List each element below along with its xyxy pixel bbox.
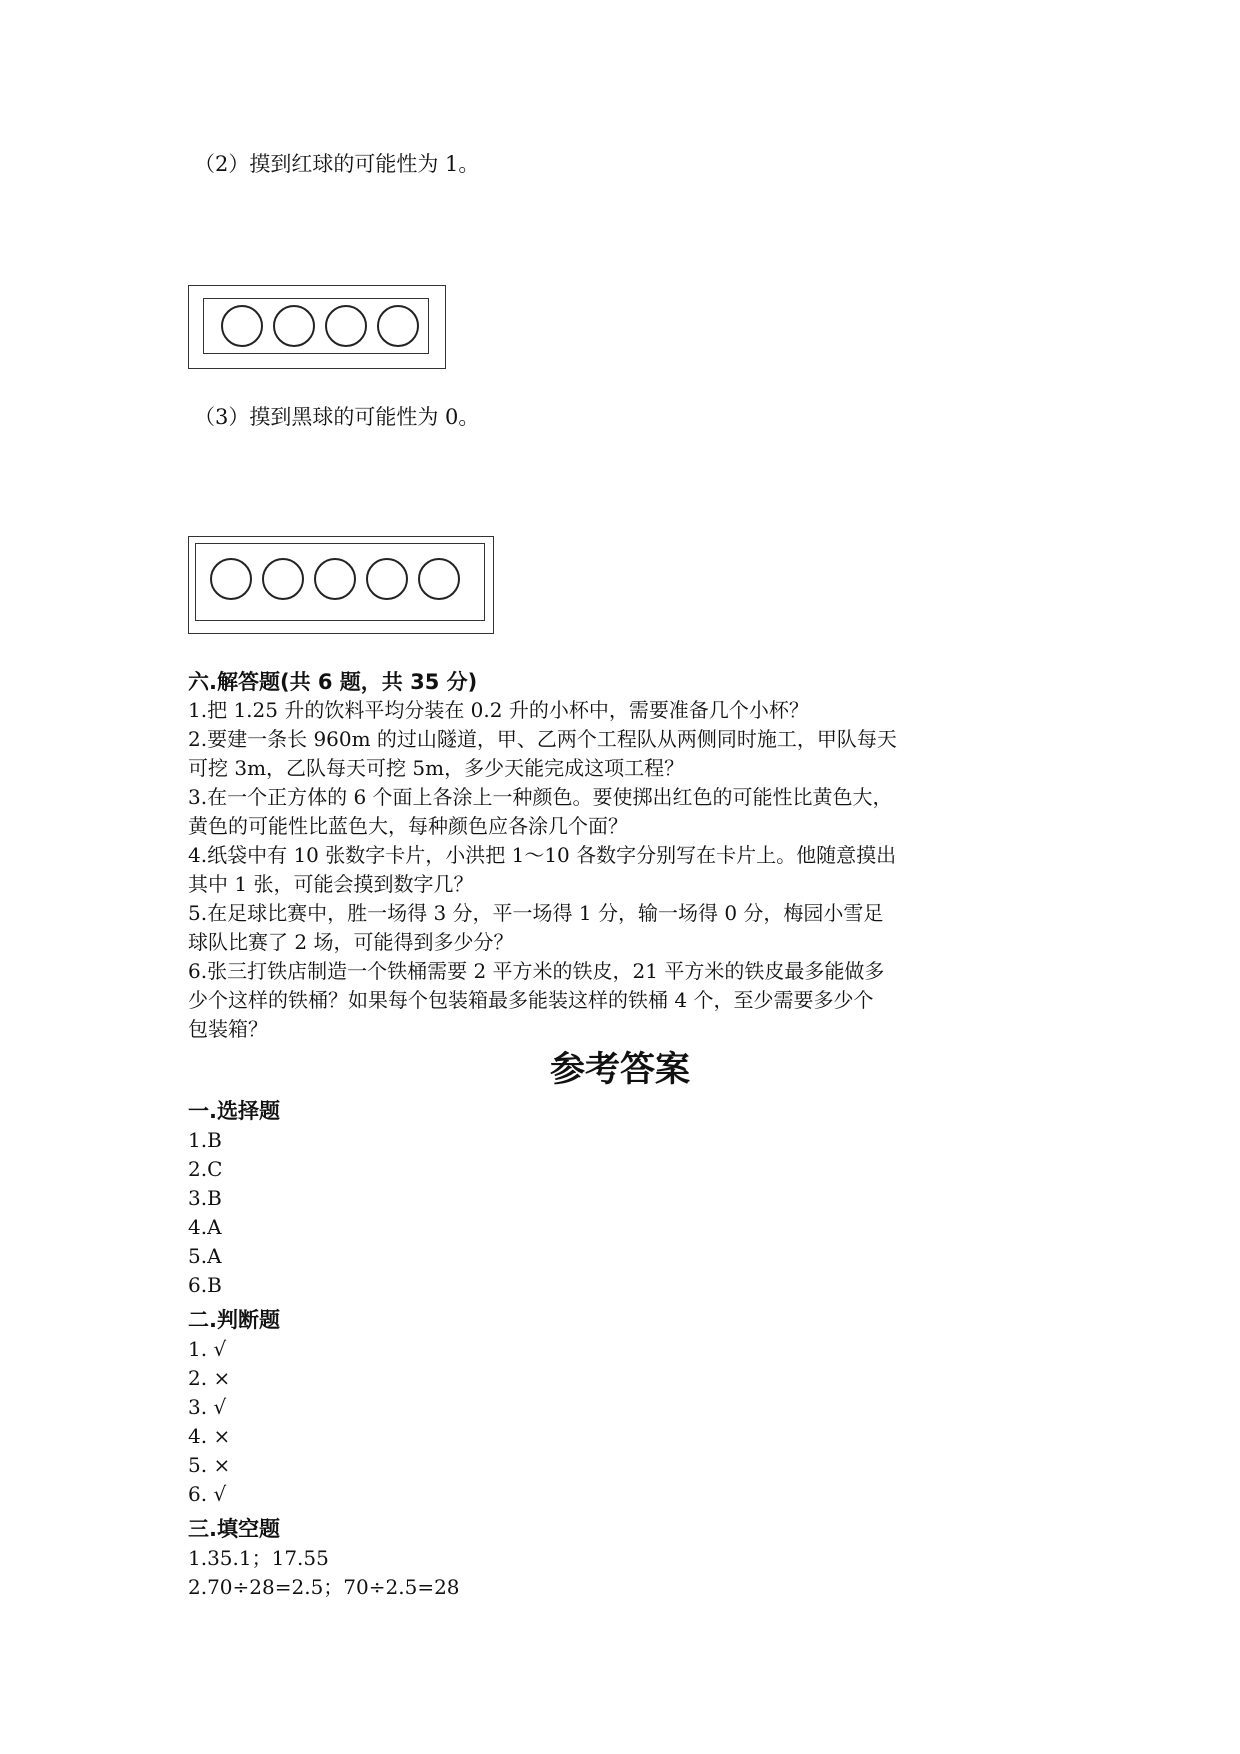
question-line: 2.要建一条长 960m 的过山隧道，甲、乙两个工程队从两侧同时施工，甲队每天 bbox=[188, 727, 897, 751]
question-line: 5.在足球比赛中，胜一场得 3 分，平一场得 1 分，输一场得 0 分，梅园小雪足 bbox=[188, 901, 884, 925]
question-line: 球队比赛了 2 场，可能得到多少分？ bbox=[188, 930, 514, 954]
answer-item: 3. √ bbox=[188, 1395, 227, 1419]
answer-item: 2.C bbox=[188, 1157, 223, 1181]
answer-item: 2.70÷28=2.5；70÷2.5=28 bbox=[188, 1575, 460, 1599]
question-line: 其中 1 张，可能会摸到数字几？ bbox=[188, 872, 474, 896]
question-line: 包装箱？ bbox=[188, 1017, 268, 1041]
answers-part-two-title: 二.判断题 bbox=[188, 1308, 280, 1332]
red-ball-caption: （2）摸到红球的可能性为 1。 bbox=[194, 152, 480, 176]
answer-item: 2. × bbox=[188, 1366, 231, 1390]
answer-item: 5.A bbox=[188, 1244, 222, 1268]
ball-4 bbox=[377, 305, 419, 347]
question-line: 少个这样的铁桶？如果每个包装箱最多能装这样的铁桶 4 个，至少需要多少个 bbox=[188, 988, 874, 1012]
answer-item: 1.35.1；17.55 bbox=[188, 1546, 329, 1570]
question-line: 6.张三打铁店制造一个铁桶需要 2 平方米的铁皮，21 平方米的铁皮最多能做多 bbox=[188, 959, 885, 983]
answer-item: 5. × bbox=[188, 1453, 231, 1477]
ball-4 bbox=[366, 558, 408, 600]
ball-3 bbox=[325, 305, 367, 347]
answer-item: 6. √ bbox=[188, 1482, 227, 1506]
section-six-title: 六.解答题(共 6 题，共 35 分) bbox=[188, 670, 478, 694]
answer-item: 4.A bbox=[188, 1215, 222, 1239]
question-line: 3.在一个正方体的 6 个面上各涂上一种颜色。要使掷出红色的可能性比黄色大， bbox=[188, 785, 893, 809]
question-line: 可挖 3m，乙队每天可挖 5m，多少天能完成这项工程？ bbox=[188, 756, 685, 780]
answers-part-one-title: 一.选择题 bbox=[188, 1099, 280, 1123]
ball-1 bbox=[210, 558, 252, 600]
ball-2 bbox=[273, 305, 315, 347]
ball-5 bbox=[418, 558, 460, 600]
ball-1 bbox=[221, 305, 263, 347]
answers-part-three-title: 三.填空题 bbox=[188, 1517, 280, 1541]
ball-3 bbox=[314, 558, 356, 600]
question-line: 黄色的可能性比蓝色大，每种颜色应各涂几个面？ bbox=[188, 814, 628, 838]
answer-item: 1. √ bbox=[188, 1337, 227, 1361]
answers-title: 参考答案 bbox=[549, 1050, 690, 1090]
question-line: 1.把 1.25 升的饮料平均分装在 0.2 升的小杯中，需要准备几个小杯？ bbox=[188, 698, 809, 722]
answer-item: 4. × bbox=[188, 1424, 231, 1448]
black-ball-caption: （3）摸到黑球的可能性为 0。 bbox=[194, 405, 480, 429]
question-line: 4.纸袋中有 10 张数字卡片，小洪把 1～10 各数字分别写在卡片上。他随意摸出 bbox=[188, 843, 897, 867]
answer-item: 6.B bbox=[188, 1273, 222, 1297]
answer-item: 1.B bbox=[188, 1128, 222, 1152]
five-ball-box bbox=[188, 536, 494, 634]
ball-2 bbox=[262, 558, 304, 600]
four-ball-box bbox=[188, 285, 446, 369]
answer-item: 3.B bbox=[188, 1186, 222, 1210]
